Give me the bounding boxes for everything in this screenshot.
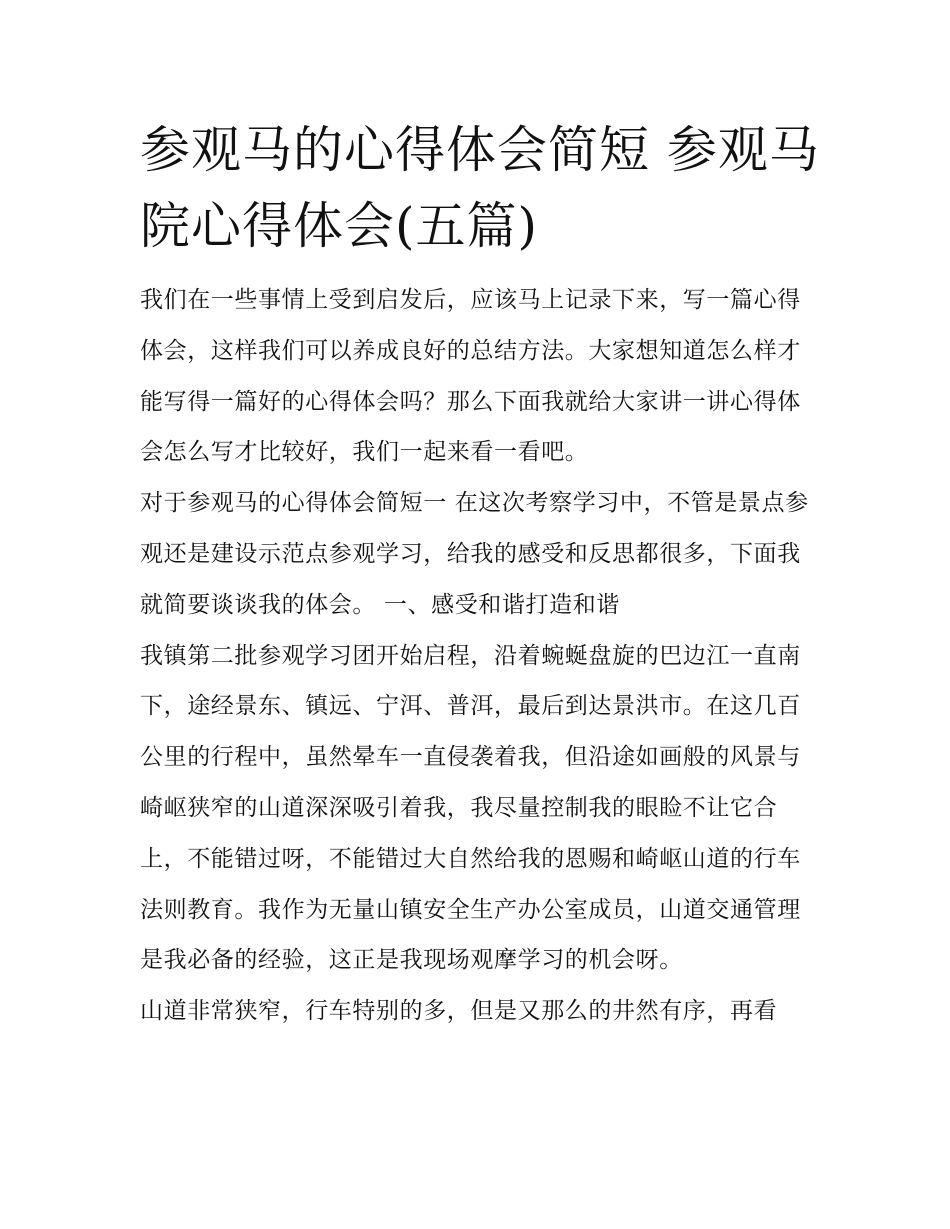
document-body [140,275,812,1037]
paragraph-intro: 我们在一些事情上受到启发后，应该马上记录下来，写一篇心得体会，这样我们可以养成良好的总结方法。大家想知道怎么样才能写得一篇好的心得体会吗？那么下面我就给大家讲一讲心得体会怎么写才比较好，我们一起来看一看吧。 [140,287,801,466]
paragraph-journey: 我镇第二批参观学习团开始启程，沿着蜿蜒盘旋的巴边江一直南下，途经景东、镇远、宁洱、普洱，最后到达景洪市。在这几百公里的行程中，虽然晕车一直侵袭着我，但沿途如画般的风景与崎岖狭窄的山道深深吸引着我，我尽量控制我的眼睑不让它合上，不能错过呀，不能错过大自然给我的恩赐和崎岖山道的行车法则教育。我作为无量山镇安全生产办公室成员，山道交通管理是我必备的经验，这正是我现场观摩学习的机会呀。 [140,642,801,974]
document-title: 参观马的心得体会简短 参观马院心得体会(五篇) [140,121,820,255]
paragraph-section-one: 对于参观马的心得体会简短一 在这次考察学习中，不管是景点参观还是建设示范点参观学习，给我的感受和反思都很多，下面我就简要谈谈我的体会。 一、感受和谐打造和谐 [140,490,809,618]
paragraph-mountain-road: 山道非常狭窄，行车特别的多，但是又那么的井然有序，再看 [140,998,778,1025]
